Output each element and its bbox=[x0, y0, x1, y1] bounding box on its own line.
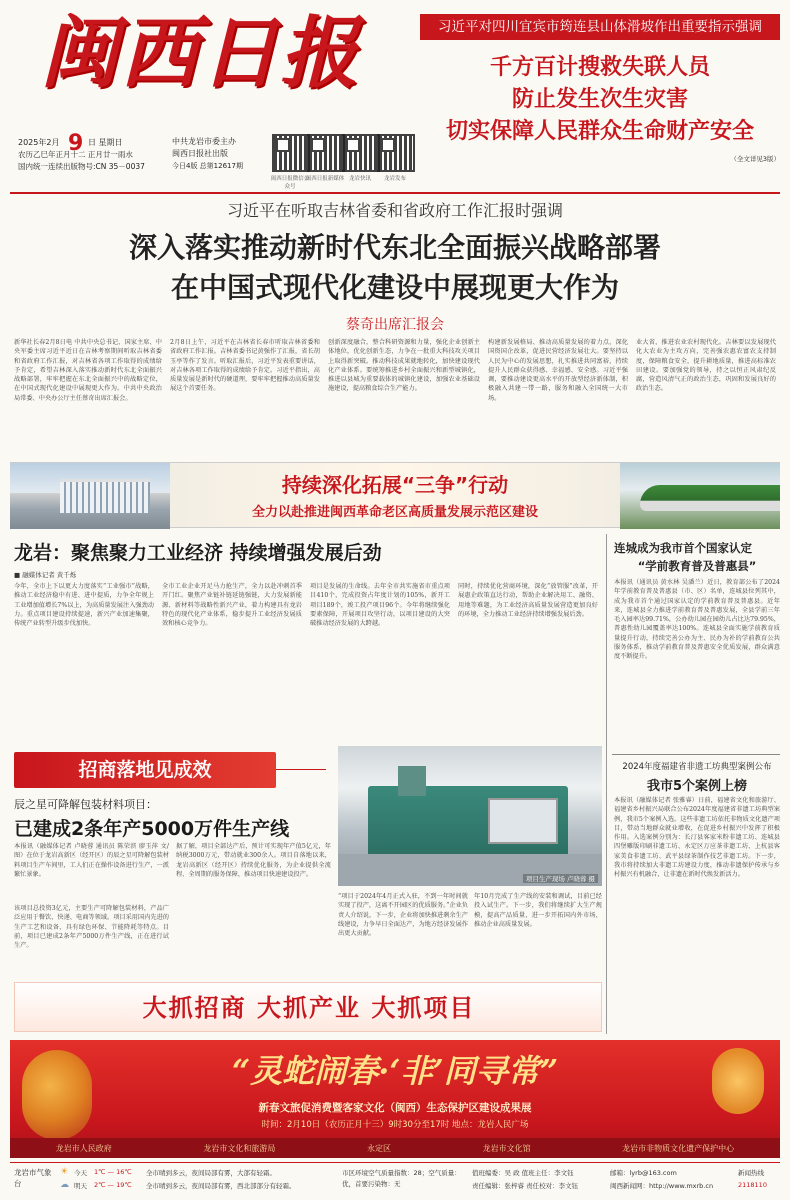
ad-title: “灵蛇闹春·‘非’同寻常” bbox=[231, 1052, 559, 1090]
lead-column: 2月8日上午，习近平在吉林省长春市听取吉林省委和省政府工作汇报。吉林省委书记黄强作了汇报，省长胡玉亭等作了发言。听取汇报后，习近平发表重要讲话，对吉林各项工作取得的成绩给予肯定。习近平指出，高质量发展是新时代的硬道理，要牢牢把握推动高质量发展这个首要任务。 bbox=[170, 339, 320, 393]
footer bbox=[10, 1162, 780, 1196]
sponsor-name: 永定区 bbox=[366, 1143, 391, 1153]
top-story-line3: 切实保障人民群众生命财产安全 bbox=[445, 119, 754, 144]
banner-campaign bbox=[14, 982, 602, 1032]
sun-icon: ☀ bbox=[60, 1167, 69, 1177]
weather-tomorrow-day: 明天 bbox=[74, 1182, 87, 1190]
side2-title: 我市5个案例上榜 bbox=[646, 779, 748, 794]
cn-number: 国内统一连续出版物号:CN 35－0037 bbox=[18, 162, 145, 171]
lead-column: 创新深度融合，整合科研资源和力量，强化企业创新主体地位，优化创新生态，力争在一批重大科技攻关项目上取得新突破。推动科技成果就地转化，加快建设现代化产业体系。要统筹推进乡村全面振兴和新型城镇化，推进以县城为重要载体的城镇化建设，加强农业基础设施建设，提高粮食综合生产能力。 bbox=[328, 339, 480, 393]
contact-email: 邮箱：lyrb@163.com bbox=[610, 1169, 677, 1177]
story2-byline: ■ 融媒体记者 黄千烁 bbox=[14, 571, 77, 579]
side2-body: 本报讯（融媒体记者 张雅睿）日前，福建省文化和旅游厅、福建省乡村振兴局联合公布2024年度福建省非遗工坊典型案例，我市5个案例入选。这些非遗工坊依托非物质文化遗产项目，带动当地群众就业增收，在促进乡村振兴中发挥了积极作用。入选案例分别为：长汀县客家米粉非遗工坊、连城县四堡雕版印刷非遗工坊、永定区万应茶非遗工坊、上杭县客家美食非遗工坊、武平县绿茶制作技艺非遗工坊。下一步，我市将持续加大非遗工坊建设力度，推动非遗保护传承与乡村振兴有机融合，让非遗在新时代焕发新活力。 bbox=[614, 797, 780, 879]
banner-investment-title: 招商落地见成效 bbox=[78, 759, 212, 781]
story3-column: “项目于2024年4月正式入驻，不到一年时间就实现了投产，这离不开园区的优质服务。”企业负责人介绍说，下一步，企业将加快推进剩余生产线建设，力争早日全面达产，为地方经济发展作出更大贡献。 bbox=[338, 893, 468, 938]
lead-kicker: 习近平在听取吉林省委和省政府工作汇报时强调 bbox=[226, 201, 563, 220]
lead-title-1: 深入落实推动新时代东北全面振兴战略部署 bbox=[128, 231, 661, 264]
ad-time: 时间：2月10日（农历正月十三）9时30分至17时 地点：龙岩人民广场 bbox=[261, 1120, 529, 1130]
side1-body: 本报讯（通讯员 黄水林 吴潘兰）近日，教育部公布了2024年学前教育普及普惠县（市、区）名单，连城县位列其中，成为我市首个通过国家认定的学前教育普及普惠县。近年来，连城县全力推进学前教育普及普惠发展，全县学前三年毛入园率达99.71%，公办幼儿园在园幼儿占比达79.95%，普惠性幼儿园覆盖率达100%。连城县全面实施学前教育质量提升行动，持续完善公办为主、民办为补的学前教育公共服务体系，推动学前教育普及普惠安全优质发展，群众满意度不断提升。 bbox=[614, 579, 780, 661]
weekday: 日 星期日 bbox=[88, 138, 123, 147]
lead-column: 业大省，推进农业农村现代化。吉林要以发展现代化大农业为主攻方向，完善强农惠农富农支持制度，保障粮食安全，提升耕地质量，推进高标准农田建设。要加强党的领导，持之以恒正风肃纪反腐，营造风清气正的政治生态，巩固和发展良好的政治生态。 bbox=[636, 339, 776, 393]
lead-column: 构建新发展格局、推动高质量发展的着力点，深化国资国企改革，促进民营经济发展壮大。要坚持以人民为中心的发展思想，扎实推进共同富裕，持续提升人民群众获得感、幸福感、安全感。习近平强调，要推动建设更高水平的开放型经济新体制，积极融入共建一带一路，服务和融入全国统一大市场。 bbox=[488, 339, 628, 402]
qr-code bbox=[307, 134, 345, 172]
story3-intro: 本报讯（融媒体记者 卢晓蓉 通讯员 陈荣滨 廖玉萍 文/图）在位于龙岩高新区（经开区）的辰之星可降解包装材料项目生产车间里，工人们正在操作设备进行生产，一派繁忙景象。 bbox=[14, 843, 169, 878]
weather-title: 龙岩市气象台 bbox=[14, 1168, 52, 1188]
issue-info: 今日4版 总第12617期 bbox=[172, 162, 243, 170]
story3-column: 据了解，项目全部达产后，预计可实现年产值5亿元，年纳税3000万元，带动就业300余人。项目自落地以来，龙岩高新区（经开区）持续优化服务，为企业提供全流程、全周期的服务保障，推动项目快速建设投产。 bbox=[176, 843, 331, 878]
sponsor-name: 龙岩市文化和旅游局 bbox=[203, 1143, 276, 1153]
weather-tomorrow-temp: 2℃ — 19℃ bbox=[94, 1181, 132, 1189]
top-story-line1: 千方百计搜救失联人员 bbox=[489, 55, 710, 80]
qr-code bbox=[377, 134, 415, 172]
ad-subtitle: 新春文旅促消费暨客家文化（闽西）生态保护区建设成果展 bbox=[258, 1102, 532, 1114]
banner-sanzheng-sub: 全力以赴推进闽西革命老区高质量发展示范区建设 bbox=[251, 505, 538, 520]
top-story-jump: （全文详见3版） bbox=[730, 155, 780, 163]
side1-title-2: “学前教育普及普惠县” bbox=[637, 559, 757, 573]
divider bbox=[10, 192, 780, 194]
sponsor-name: 龙岩市文化馆 bbox=[482, 1143, 531, 1153]
story2-column: 全市工业企业开足马力抢生产，全力以赴冲刺首季开门红。聚焦产业链补链延链强链，大力发展新能源、新材料等战略性新兴产业，着力构建具有龙岩特色的现代化产业体系，稳步提升工业经济发展质效和核心竞争力。 bbox=[162, 583, 302, 628]
weather-today-day: 今天 bbox=[74, 1169, 87, 1177]
website-link[interactable]: 闽西新闻网：http://www.mxrb.cn bbox=[610, 1182, 714, 1190]
qr-code bbox=[272, 134, 310, 172]
sponsor-name: 龙岩市人民政府 bbox=[55, 1143, 112, 1153]
banner-sanzheng-title: 持续深化拓展“三争”行动 bbox=[281, 473, 509, 497]
story3-kicker: 辰之星可降解包装材料项目： bbox=[14, 798, 157, 811]
lunar-date: 农历乙巳年正月十二 正月廿一雨水 bbox=[18, 150, 133, 159]
top-story bbox=[420, 14, 780, 184]
weather-today-desc: 全市晴到多云，夜间局部有雾，大部有轻霜。 bbox=[146, 1169, 276, 1177]
date-prefix: 2025年2月 bbox=[18, 138, 60, 147]
ad-lantern-right bbox=[712, 1048, 764, 1114]
lead-subtitle: 蔡奇出席汇报会 bbox=[346, 317, 444, 333]
ad-sponsor-strip bbox=[10, 1138, 780, 1158]
story2-column: 今年，全市上下以更大力度落实“工业强市”战略，推动工业经济稳中有进、进中提质，力争全年规上工业增加值增长7%以上，为高质量发展注入强劲动力。重点项目建设持续提速，新兴产业加速集聚，传统产业转型升级步伐加快。 bbox=[14, 583, 154, 628]
train-photo bbox=[620, 463, 780, 529]
sponsor: 中共龙岩市委主办 bbox=[172, 137, 236, 146]
weather-today-temp: 1℃ — 16℃ bbox=[94, 1168, 132, 1176]
column-divider bbox=[606, 534, 607, 1034]
story3-column: 该项目总投资3亿元，主要生产可降解包装材料，产品广泛应用于餐饮、快递、电商等领域。项目采用国内先进的生产工艺和设备，具有绿色环保、节能降耗等特点。目前，项目已建成2条年产5000万件生产线，正在进行试生产。 bbox=[14, 905, 169, 950]
responsible-editor: 责任编辑：张梓睿 责任校对：李文钰 bbox=[472, 1182, 579, 1190]
story2-column: 项目是发展的生命线。去年全市共实施省市重点项目410个，完成投资占年度计划的105%，新开工项目189个，竣工投产项目96个。今年将继续强化要素保障，开展项目攻坚行动，以项目建设的大突破推动经济发展的大跨越。 bbox=[310, 583, 450, 628]
event-ad bbox=[10, 1040, 780, 1158]
publisher: 闽西日报社出版 bbox=[172, 149, 228, 158]
top-story-line2: 防止发生次生灾害 bbox=[511, 87, 688, 112]
air-quality: 市区环境空气质量指数：28；空气质量：优，首要污染物：无 bbox=[342, 1169, 461, 1188]
story2-column: 同时，持续优化营商环境，深化“放管服”改革，开展惠企政策直达行动，帮助企业解决用工、融资、用地等难题，为工业经济高质量发展营造更加良好的环境，全力推动工业经济持续增强发展后劲。 bbox=[458, 583, 598, 618]
weather-tomorrow-desc: 全市晴到多云，夜间局部有雾，西北部部分有轻霜。 bbox=[146, 1182, 296, 1190]
hotline-label: 新闻热线 bbox=[738, 1169, 764, 1177]
date-day: 9 bbox=[68, 131, 84, 156]
masthead-logo: 闽西日报 bbox=[40, 8, 361, 99]
publisher-info bbox=[172, 136, 262, 172]
lead-title-2: 在中国式现代化建设中展现更大作为 bbox=[170, 271, 619, 304]
photo-caption: 项目生产现场 卢晓蓉 摄 bbox=[523, 874, 598, 883]
sponsor-name: 龙岩市非物质文化遗产保护中心 bbox=[622, 1143, 735, 1153]
editor-on-duty: 值班编委：吴 政 值班主任：李文钰 bbox=[472, 1169, 574, 1177]
qr-caption: 龙岩快讯 bbox=[348, 176, 371, 182]
story2-title: 龙岩：聚焦聚力工业经济 持续增强发展后劲 bbox=[14, 542, 382, 564]
qr-caption: 闽西日报新媒体 bbox=[305, 176, 345, 182]
hotline-number: 2118110 bbox=[738, 1181, 767, 1189]
banner-investment bbox=[14, 752, 276, 788]
story3-title: 已建成2条年产5000万件生产线 bbox=[14, 818, 290, 840]
divider bbox=[612, 754, 780, 755]
side1-title-1: 连城成为我市首个国家认定 bbox=[614, 541, 752, 555]
top-story-kicker: 习近平对四川宜宾市筠连县山体滑坡作出重要指示强调 bbox=[420, 14, 780, 40]
building-photo bbox=[10, 463, 170, 529]
side2-kicker: 2024年度福建省非遗工坊典型案例公布 bbox=[622, 762, 772, 772]
factory-photo bbox=[338, 746, 602, 886]
qr-caption: 闽西日报微信公众号 bbox=[270, 176, 310, 190]
banner-sanzheng bbox=[10, 462, 780, 528]
qr-caption: 龙岩发布 bbox=[383, 176, 406, 182]
story3-column: 年10月完成了生产线的安装和调试，目前已经投入试生产。下一步，我们将继续扩大生产规模，提高产品质量，进一步开拓国内外市场，推动企业高质量发展。 bbox=[474, 893, 602, 928]
cloud-icon: ☁ bbox=[60, 1180, 69, 1190]
qr-code bbox=[342, 134, 380, 172]
divider bbox=[276, 769, 326, 770]
banner-campaign-title: 大抓招商 大抓产业 大抓项目 bbox=[142, 994, 476, 1022]
ad-dragon-left bbox=[22, 1050, 92, 1140]
lead-column: 新华社长春2月8日电 中共中央总书记、国家主席、中央军委主席习近平近日在吉林考察期间听取吉林省委和省政府工作汇报，对吉林省各项工作取得的成绩给予肯定，希望吉林深入落实推动新时代东北全面振兴战略部署，牢牢把握在东北全面振兴中的战略定位，在中国式现代化建设中展现更大作为。中共中央政治局常委、中央办公厅主任蔡奇出席汇报会。 bbox=[14, 339, 162, 402]
